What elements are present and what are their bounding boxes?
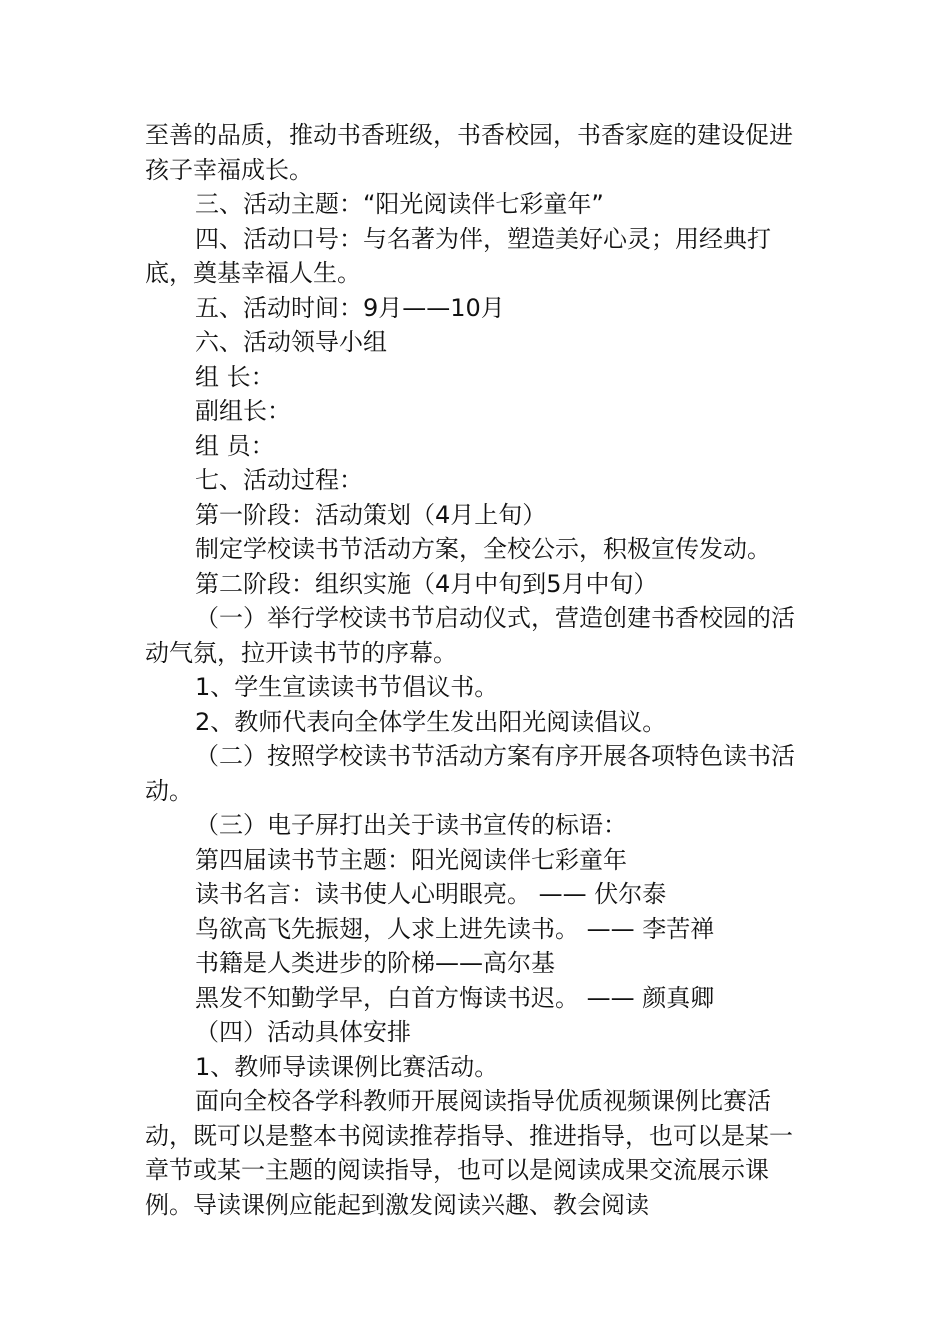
document-body (145, 118, 810, 1222)
paragraph-group-leader: 组 长： (195, 362, 275, 391)
paragraph-teacher-competition: 1、教师导读课例比赛活动。 (195, 1052, 499, 1081)
paragraph-activity-process: 七、活动过程： (195, 466, 363, 494)
paragraph-quote-li-kuchan: 鸟欲高飞先振翅，人求上进先读书。 —— 李苦禅 (195, 914, 715, 943)
paragraph-stage-one: 第一阶段：活动策划（4月上旬） (195, 500, 547, 529)
paragraph-stage-two: 第二阶段：组织实施（4月中旬到5月中旬） (195, 569, 658, 598)
paragraph-activity-slogan: 四、活动口号：与名著为伴，塑造美好心灵；用经典打底，奠基幸福人生。 (145, 224, 771, 287)
paragraph-leadership-group: 六、活动领导小组 (195, 328, 387, 356)
paragraph-student-proposal: 1、学生宣读读书节倡议书。 (195, 673, 499, 701)
paragraph-quote-gorky: 书籍是人类进步的阶梯——高尔基 (195, 949, 555, 977)
paragraph-stage-one-detail: 制定学校读书节活动方案，全校公示，积极宣传发动。 (195, 535, 771, 563)
paragraph-launch-ceremony: （一）举行学校读书节启动仪式，营造创建书香校园的活动气氛，拉开读书节的序幕。 (145, 604, 795, 667)
paragraph-activity-theme: 三、活动主题：“阳光阅读伴七彩童年” (195, 190, 604, 218)
paragraph-fourth-theme: 第四届读书节主题：阳光阅读伴七彩童年 (195, 845, 627, 874)
paragraph-activity-time: 五、活动时间：9月——10月 (195, 293, 505, 322)
paragraph-deputy-leader: 副组长： (195, 397, 291, 425)
paragraph-quote-yan-zhenqing: 黑发不知勤学早，白首方悔读书迟。 —— 颜真卿 (195, 983, 715, 1012)
paragraph-intro-continuation: 至善的品质，推动书香班级，书香校园，书香家庭的建设促进孩子幸福成长。 (145, 121, 793, 184)
paragraph-competition-detail: 面向全校各学科教师开展阅读指导优质视频课例比赛活动，既可以是整本书阅读推荐指导、推进指导，也可以是某一章节或某一主题的阅读指导，也可以是阅读成果交流展示课例。导读课例应能起到激发阅读兴趣、教会阅读 (145, 1087, 793, 1219)
paragraph-teacher-proposal: 2、教师代表向全体学生发出阳光阅读倡议。 (195, 707, 667, 736)
paragraph-quote-voltaire: 读书名言：读书使人心明眼亮。 —— 伏尔泰 (195, 880, 667, 908)
paragraph-specific-arrangements: （四）活动具体安排 (195, 1018, 411, 1046)
paragraph-special-activities: （二）按照学校读书节活动方案有序开展各项特色读书活动。 (145, 742, 795, 805)
paragraph-slogans-screen: （三）电子屏打出关于读书宣传的标语： (195, 811, 627, 839)
paragraph-group-members: 组 员： (195, 431, 275, 460)
